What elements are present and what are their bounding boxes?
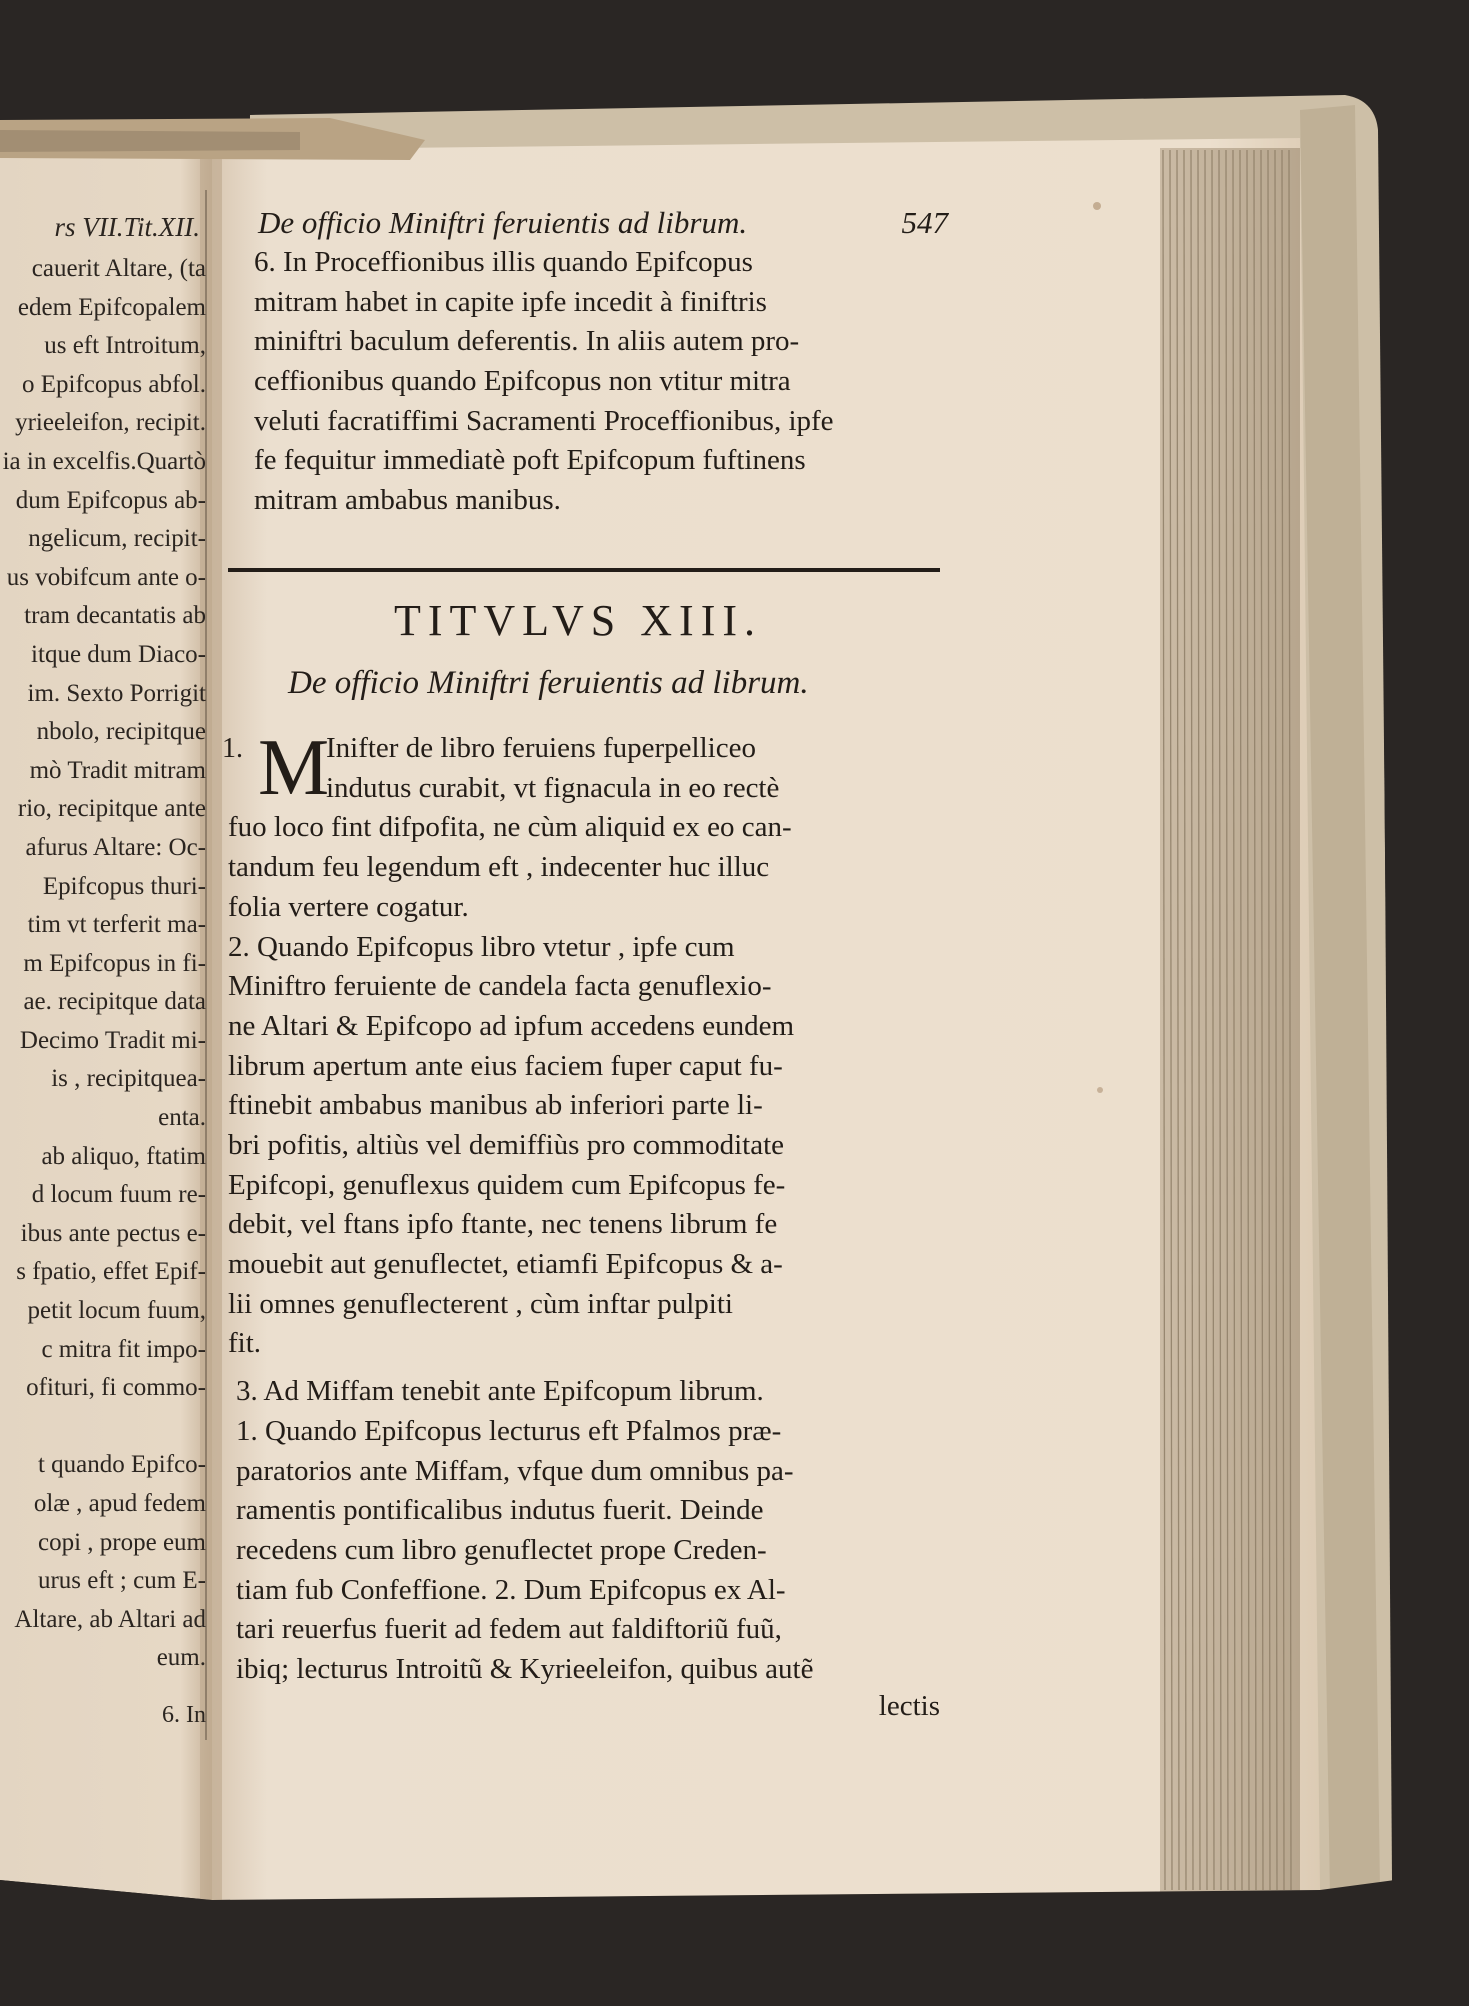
text-line: 6. In Proceffionibus illis quando Epifcopus bbox=[254, 246, 753, 278]
text-line: recedens cum libro genuflectet prope Creden- bbox=[236, 1533, 767, 1566]
left-page-line: itque dum Diaco- bbox=[31, 640, 206, 668]
left-page-line: yrieeleifon, recipit. bbox=[15, 409, 206, 437]
text-line: fit. bbox=[228, 1327, 262, 1360]
left-page-line: petit locum fuum, bbox=[27, 1297, 206, 1325]
left-page-line: o Epifcopus abfol. bbox=[22, 370, 206, 398]
text-line: ftinebit ambabus manibus ab inferiori parte li- bbox=[228, 1089, 763, 1122]
text-line: veluti facratiffimi Sacramenti Proceffionibus, ipfe bbox=[254, 404, 834, 437]
text-line: mitram ambabus manibus. bbox=[254, 484, 561, 517]
left-page-line: rio, recipitque ante bbox=[17, 795, 206, 823]
left-page-line: is , recipitquea- bbox=[51, 1065, 206, 1093]
left-page-line: urus eft ; cum E- bbox=[37, 1567, 206, 1595]
left-page-line: edem Epifcopalem bbox=[17, 293, 206, 321]
item-1-rest bbox=[228, 808, 948, 927]
text-line: 1. Quando Epifcopus lecturus eft Pfalmos præ- bbox=[236, 1414, 782, 1447]
left-page-line: Epifcopus thuri- bbox=[42, 872, 206, 900]
left-page-text bbox=[0, 250, 206, 1678]
page-number: 547 bbox=[901, 205, 948, 240]
text-line: 2. Quando Epifcopus libro vtetur , ipfe cum bbox=[228, 930, 735, 963]
left-page-line: m Epifcopus in fi- bbox=[23, 949, 206, 977]
left-page-line: Decimo Tradit mi- bbox=[19, 1026, 206, 1054]
left-page-line: ngelicum, recipit- bbox=[28, 525, 206, 553]
text-line: indutus curabit, vt fignacula in eo rectè bbox=[326, 771, 780, 804]
running-head-title: De officio Miniftri feruientis ad librum. bbox=[258, 205, 748, 240]
text-line: debit, vel ftans ipfo ftante, nec tenens librum fe bbox=[228, 1208, 778, 1241]
left-page-line: us vobifcum ante o- bbox=[6, 563, 206, 591]
left-page-line: afurus Altare: Oc- bbox=[25, 833, 206, 861]
left-page-line: ibus ante pectus e- bbox=[20, 1219, 206, 1247]
text-line: tiam fub Confeffione. 2. Dum Epifcopus ex Al- bbox=[236, 1573, 786, 1606]
left-page-line: im. Sexto Porrigit bbox=[27, 679, 206, 707]
text-line: tandum feu legendum eft , indecenter huc illuc bbox=[228, 851, 770, 884]
left-page-line: t quando Epifco- bbox=[37, 1451, 206, 1479]
text-line: Miniftro feruiente de candela facta genuflexio- bbox=[228, 970, 772, 1003]
left-page-line: cauerit Altare, (ta bbox=[31, 255, 206, 282]
item-1-number: 1. bbox=[222, 733, 243, 764]
left-page-line: ae. recipitque data bbox=[23, 988, 206, 1016]
left-page-line: olæ , apud fedem bbox=[33, 1490, 206, 1517]
catchword: lectis bbox=[878, 1689, 940, 1722]
left-page-line: mò Tradit mitram bbox=[29, 756, 206, 784]
text-line: 3. Ad Miffam tenebit ante Epifcopum librum. bbox=[236, 1375, 764, 1408]
text-line: paratorios ante Miffam, vfque dum omnibus pa- bbox=[236, 1454, 794, 1487]
section-rule bbox=[228, 567, 940, 573]
text-line: bri pofitis, altiùs vel demiffiùs pro commoditate bbox=[228, 1128, 785, 1161]
text-line: mitram habet in capite ipfe incedit à finiftris bbox=[254, 285, 767, 318]
left-page-line: c mitra fit impo- bbox=[41, 1335, 206, 1363]
text-line: Epifcopi, genuflexus quidem cum Epifcopus fe- bbox=[228, 1168, 786, 1201]
left-page-line: s fpatio, effet Epif- bbox=[16, 1258, 206, 1286]
text-line: fuo loco fint difpofita, ne cùm aliquid ex eo can- bbox=[228, 811, 792, 844]
left-page-line: enta. bbox=[158, 1104, 206, 1132]
text-line: folia vertere cogatur. bbox=[228, 890, 469, 923]
left-page-line: ofituri, fi commo- bbox=[26, 1374, 206, 1402]
item-2 bbox=[228, 928, 948, 1365]
item-1-first-lines bbox=[326, 729, 946, 808]
text-line: mouebit aut genuflectet, etiamfi Epifcopus & a- bbox=[228, 1248, 783, 1280]
left-page-line: copi , prope eum bbox=[37, 1528, 206, 1556]
left-page-line: eum. bbox=[156, 1644, 206, 1672]
text-line: ne Altari & Epifcopo ad ipfum accedens eundem bbox=[228, 1009, 795, 1042]
left-page-running-head: rs VII.Tit.XII. bbox=[54, 212, 200, 242]
left-page-line: tim vt terferit ma- bbox=[27, 911, 206, 939]
subtitle: De officio Miniftri feruientis ad librum. bbox=[288, 665, 809, 701]
left-page-line: dum Epifcopus ab- bbox=[15, 486, 206, 514]
title: TITVLVS XIII. bbox=[394, 596, 762, 645]
text-line: Inifter de libro feruiens fuperpelliceo bbox=[326, 732, 756, 764]
text-line: tari reuerfus fuerit ad fedem aut faldiftoriũ fuũ, bbox=[236, 1613, 782, 1646]
left-page-line: ab aliquo, ftatim bbox=[41, 1142, 206, 1170]
text-line: ramentis pontificalibus indutus fuerit. Deinde bbox=[236, 1494, 764, 1527]
left-page-line: nbolo, recipitque bbox=[36, 718, 206, 746]
left-page-line: Altare, ab Altari ad bbox=[14, 1605, 206, 1633]
text-line: ibiq; lecturus Introitũ & Kyrieeleifon, quibus autẽ bbox=[236, 1653, 814, 1685]
paragraph-6 bbox=[254, 243, 944, 521]
text-line: librum apertum ante eius faciem fuper caput fu- bbox=[228, 1049, 783, 1082]
text-line: ceffionibus quando Epifcopus non vtitur mitra bbox=[254, 365, 791, 398]
left-page-line: tram decantatis ab bbox=[24, 602, 206, 630]
text-line: lii omnes genuflecterent , cùm inftar pulpiti bbox=[228, 1287, 733, 1320]
drop-capital: M bbox=[258, 724, 330, 812]
left-page-catchword: 6. In bbox=[162, 1702, 206, 1728]
text-line: fe fequitur immediatè poft Epifcopum fuftinens bbox=[254, 444, 806, 477]
left-page-line: us eft Introitum, bbox=[44, 332, 206, 360]
item-3 bbox=[236, 1372, 948, 1690]
left-page-line: d locum fuum re- bbox=[31, 1181, 206, 1209]
text-line: miniftri baculum deferentis. In aliis autem pro- bbox=[254, 325, 800, 358]
left-page-line: ia in excelfis.Quartò bbox=[2, 447, 206, 475]
left-page-line bbox=[0, 1408, 206, 1447]
